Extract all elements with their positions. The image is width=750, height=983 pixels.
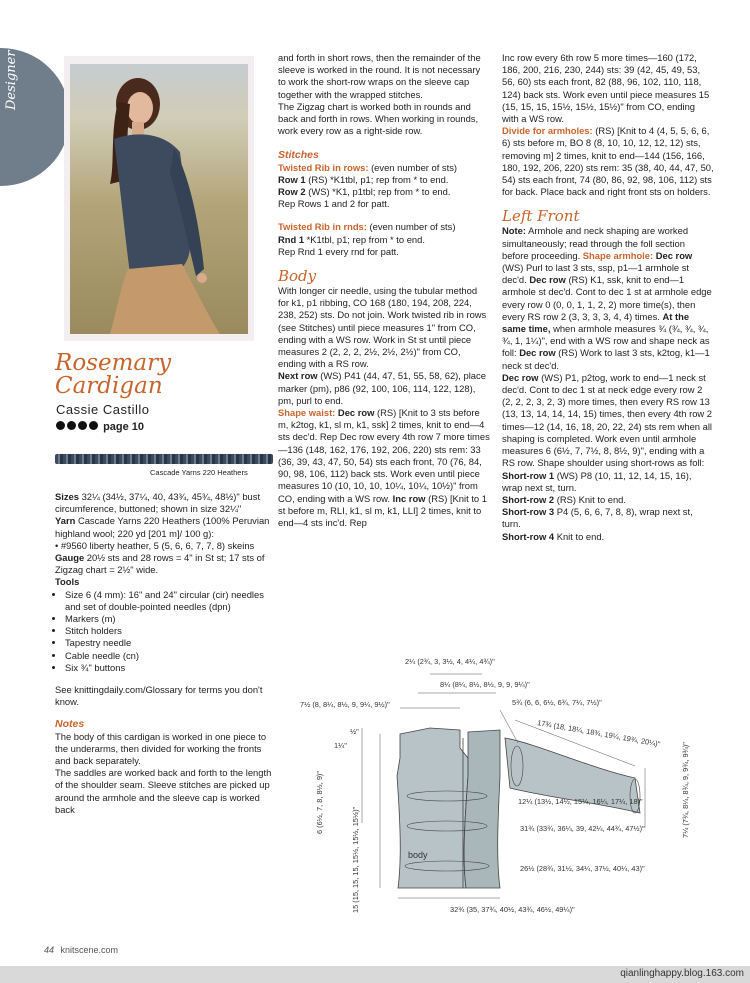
waist-measure: 31¾ (33¾, 36¼, 39, 42¼, 44¾, 47½)" <box>520 824 645 833</box>
watermark-text: qianlinghappy.blog.163.com <box>620 968 744 979</box>
notes-continued-2: The Zigzag chart is worked both in rounds and back and forth in rows. When working in rounds, work every row as a right-side row. <box>278 100 479 137</box>
short-row-1-text: (WS) P8 (10, 11, 12, 14, 15, 16), wrap next st, turn. <box>502 469 692 493</box>
dec-row-label: Dec row <box>655 249 693 261</box>
body-text: With longer cir needle, using the tubular method for k1, p1 ribbing, CO 168 (180, 194, 208, 224, 238, 252) sts. Do not join. Work twisted rib in rows (see Stitches) until piece measures 1" from CO, ending with a WS row. Work in St st until piece measures 2 (2, 2, 2, 2½, 2½, 2½)" from CO, ending with a RS row. <box>278 285 487 370</box>
cap-measure: 5¾ (6, 6, 6½, 6¾, 7¼, 7½)" <box>512 698 602 707</box>
row2-label: Row 2 <box>278 186 306 198</box>
shape-armhole-text: (WS) Purl to last 3 sts, ssp, p1—1 armhole st dec'd. <box>502 262 690 286</box>
short-row-3-text: P4 (5, 6, 6, 7, 8, 8), wrap next st, turn. <box>502 506 693 530</box>
difficulty-dot-icon <box>78 421 87 430</box>
notes-heading: Notes <box>55 718 85 731</box>
neck-measure: 8¼ (8¼, 8½, 8½, 9, 9, 9¼)" <box>440 680 530 689</box>
next-row-text: (WS) P41 (44, 47, 51, 55, 58, 62), place marker (pm), p86 (92, 100, 106, 114, 122, 128), pm, purl to end. <box>278 370 486 406</box>
quarter-measure: 1¼" <box>334 741 347 750</box>
short-row-4-label: Short-row 4 <box>502 530 555 542</box>
dec-row-label: Dec row <box>337 407 375 419</box>
tool-item: • Tapestry needle <box>65 637 273 649</box>
shoulder-measure: 7½ (8, 8¼, 8½, 9, 9¼, 9½)" <box>300 700 390 709</box>
yarn-label: Yarn <box>55 515 76 527</box>
body-heading: Body <box>278 267 317 286</box>
row1-label: Row 1 <box>278 173 306 185</box>
instructions-column-middle <box>278 52 490 529</box>
chart-page-ref: page 10 <box>103 421 145 433</box>
half-measure: ½" <box>350 727 359 736</box>
garment-schematic <box>300 648 730 918</box>
tools-label: Tools <box>55 576 80 588</box>
twisted-rib-rows-heading: Twisted Rib in rows: <box>278 161 369 173</box>
same-time-text: when armhole measures ¾ (¾, ¾, ¾, ¾, 1, 1¼)", end with a WS row and shape neck as foll: <box>502 323 710 359</box>
difficulty-dot-icon <box>67 421 76 430</box>
inc-row-text: (RS) [Knit to 1 st before m, RLI, k1, sl m, k1, LLI] 2 times, knit to end—4 sts inc'd. Rep <box>278 492 487 528</box>
short-row-2-text: (RS) Knit to end. <box>556 493 627 505</box>
gauge-label: Gauge <box>55 552 85 564</box>
armhole-measure: 6 (6½, 7, 8, 8½, 9)" <box>315 770 324 834</box>
twisted-rib-rnds-heading: Twisted Rib in rnds: <box>278 221 367 233</box>
body-length-measure: 15 (15, 15, 15, 15½, 15½, 15½)" <box>351 806 360 913</box>
row2-text: (WS) *K1, p1tbl; rep from * to end. <box>308 186 451 198</box>
rnd1-label: Rnd 1 <box>278 233 305 245</box>
left-front-heading: Left Front <box>502 207 580 226</box>
tool-item: • Cable needle (cn) <box>65 650 273 662</box>
shape-waist-label: Shape waist: <box>278 407 336 419</box>
short-row-1-label: Short-row 1 <box>502 469 555 481</box>
yarn-swatch <box>55 454 273 464</box>
title-line-1: Rosemary <box>55 350 172 376</box>
difficulty-dot-icon <box>89 421 98 430</box>
glossary-note: See knittingdaily.com/Glossary for terms you don't know. <box>55 684 263 708</box>
sleeve-length-measure: 17¾ (18, 18¼, 18¾, 19¼, 19¾, 20¼)" <box>536 718 661 749</box>
notes-paragraph-2: The saddles are worked back and forth to the length of the shoulder seam. Sleeve stitches are picked up around the armhole and the sleeve cap is worked back <box>55 767 272 815</box>
short-row-2-label: Short-row 2 <box>502 493 555 505</box>
designer-name: Cassie Castillo <box>56 402 150 417</box>
dec-row-label: Dec row <box>519 347 556 359</box>
tools-list <box>55 589 273 674</box>
designer-tab <box>0 48 70 186</box>
dec-row-rs-neck: (RS) Work to last 3 sts, k2tog, k1—1 neck st dec'd. <box>502 347 710 371</box>
repeat-rows: Rep Rows 1 and 2 for patt. <box>278 198 390 210</box>
inc-row-label: Inc row <box>392 492 426 504</box>
sizes-text: 32¼ (34½, 37¼, 40, 43¾, 45¾, 48½)" bust circumference, buttoned; shown in size 32¼" <box>55 491 261 515</box>
tool-item: • Size 6 (4 mm): 16" and 24" circular (cir) needles and set of double-pointed needles (dpn) <box>65 589 273 613</box>
short-row-4-text: Knit to end. <box>556 530 605 542</box>
instructions-column-right <box>502 52 714 543</box>
page-footer <box>44 945 118 955</box>
rnd1-text: *K1tbl, p1; rep from * to end. <box>306 233 425 245</box>
dec-row-label: Dec row <box>529 274 566 286</box>
next-row-label: Next row <box>278 370 318 382</box>
page-number: 44 <box>44 945 55 955</box>
hip-measure: 26½ (28¾, 31½, 34¼, 37½, 40¼, 43)" <box>520 864 645 873</box>
bust-measure: 32¾ (35, 37¾, 40½, 43¾, 46½, 49¼)" <box>450 905 575 914</box>
note-text: Armhole and neck shaping are worked simultaneously; read through the foll section before proceeding. <box>502 225 689 261</box>
cuff-measure: 7¼ (7¾, 8¼, 8¾, 9, 9¾, 9¾)" <box>681 742 690 838</box>
model-photo <box>70 64 248 334</box>
designer-tab-label: Designer <box>4 50 19 110</box>
divide-armholes-text: (RS) [Knit to 4 (4, 5, 5, 6, 6, 6) sts before m, BO 8 (8, 10, 10, 12, 12, 12) sts, removing m] 2 times, knit to end—144 (156, 166, 180, 192, 206, 220) sts rem: 35 (38, 40, 44, 47, 50, 54) sts each front, 74 (80, 86, 92, 98, 106, 112) sts for back. Place back and right front sts on holders. <box>502 125 714 198</box>
same-time-label: At the same time, <box>502 310 690 335</box>
title-line-2: Cardigan <box>55 373 163 399</box>
note-label: Note: <box>502 225 526 237</box>
dec-row-label: Dec row <box>502 371 539 383</box>
saddle-measure: 2¼ (2¾, 3, 3½, 4, 4¼, 4¾)" <box>405 657 495 666</box>
difficulty-dot-icon <box>56 421 65 430</box>
yarn-text: Cascade Yarns 220 Heathers (100% Peruvian highland wool; 220 yd [201 m]/ 100 g): <box>55 515 270 539</box>
gauge-text: 20½ sts and 28 rows = 4" in St st; 17 sts of Zigzag chart = 2½" wide. <box>55 552 265 576</box>
model-illustration <box>70 64 248 334</box>
stitches-heading: Stitches <box>278 149 319 162</box>
upper-arm-measure: 12¼ (13½, 14½, 15¼, 16¼, 17¼, 18)" <box>518 797 643 806</box>
row1-text: (RS) *K1tbl, p1; rep from * to end. <box>308 173 449 185</box>
yarn-color: • #9560 liberty heather, 5 (5, 6, 6, 7, 7, 8) skeins <box>55 539 255 551</box>
waist-continued: Inc row every 6th row 5 more times—160 (172, 186, 200, 216, 230, 244) sts: 39 (42, 45, 49, 53, 56, 60) sts each front, 82 (88, 96, 102, 110, 118, 124) back sts. Work even until piece measures 15 (15, 15, 15, 15½, 15½, 15½)" from CO, ending with a WS row. <box>502 52 710 125</box>
sizes-label: Sizes <box>55 491 79 502</box>
tool-item: • Markers (m) <box>65 613 273 625</box>
shape-armhole-label: Shape armhole: <box>582 249 654 261</box>
difficulty-rating <box>56 421 144 433</box>
body-right-front-shape <box>464 730 500 888</box>
short-row-3-label: Short-row 3 <box>502 506 555 518</box>
pattern-title <box>55 352 171 398</box>
twisted-rib-rnds-note: (even number of sts) <box>369 221 456 233</box>
notes-continued-1: and forth in short rows, then the remainder of the sleeve is worked in the round. It is not necessary to work the short-row wraps on the sleeve cap together with the wrapped stitches. <box>278 52 481 100</box>
body-label: body <box>408 850 428 860</box>
notes-paragraph-1: The body of this cardigan is worked in one piece to the underarms, then divided for working the fronts and back separately. <box>55 730 267 767</box>
repeat-rnd: Rep Rnd 1 every rnd for patt. <box>278 245 399 257</box>
site-name: knitscene.com <box>60 945 119 955</box>
materials-column <box>55 491 273 816</box>
twisted-rib-rows-note: (even number of sts) <box>371 161 458 173</box>
tool-item: • Stitch holders <box>65 625 273 637</box>
shape-waist-text: (RS) [Knit to 3 sts before m, k2tog, k1, sl m, k1, ssk] 2 times, knit to end—4 sts dec'd. Rep Dec row every 4th row 7 more times—136 (148, 162, 176, 192, 206, 220) sts rem: 33 (36, 39, 43, 47, 50, 54) sts each front, 70 (76, 84, 90, 98, 106, 112) back sts. Work even until piece measures 10 (10, 10, 10, 10¼, 10¼, 10½)" from CO, ending with a WS row. <box>278 407 490 504</box>
yarn-caption: Cascade Yarns 220 Heathers <box>150 468 248 477</box>
dec-row-ws-neck: (WS) P1, p2tog, work to end—1 neck st dec'd. Cont to dec 1 st at neck edge every row 2 (2, 2, 2, 3, 2, 3) more times, then every RS row 13 (13, 13, 14, 14, 14, 15) times, then every 4th row 2 times—12 (14, 16, 18, 20, 22, 24) sts rem when all shaping is completed. Work even until armhole measures 6 (6½, 7, 7½, 8, 8½, 9)", ending with a RS row. Shape shoulder using short-rows as foll: <box>502 371 713 469</box>
tool-item: • Six ¾" buttons <box>65 662 273 674</box>
dec-row-rs-text: (RS) K1, ssk, knit to end—1 armhole st dec'd. Cont to dec 1 st at armhole edge every row 0 (0, 0, 1, 1, 2, 2) more time(s), then every RS row 2 (3, 3, 3, 3, 4, 4) times. <box>502 274 712 322</box>
divide-armholes-label: Divide for armholes: <box>502 125 593 137</box>
